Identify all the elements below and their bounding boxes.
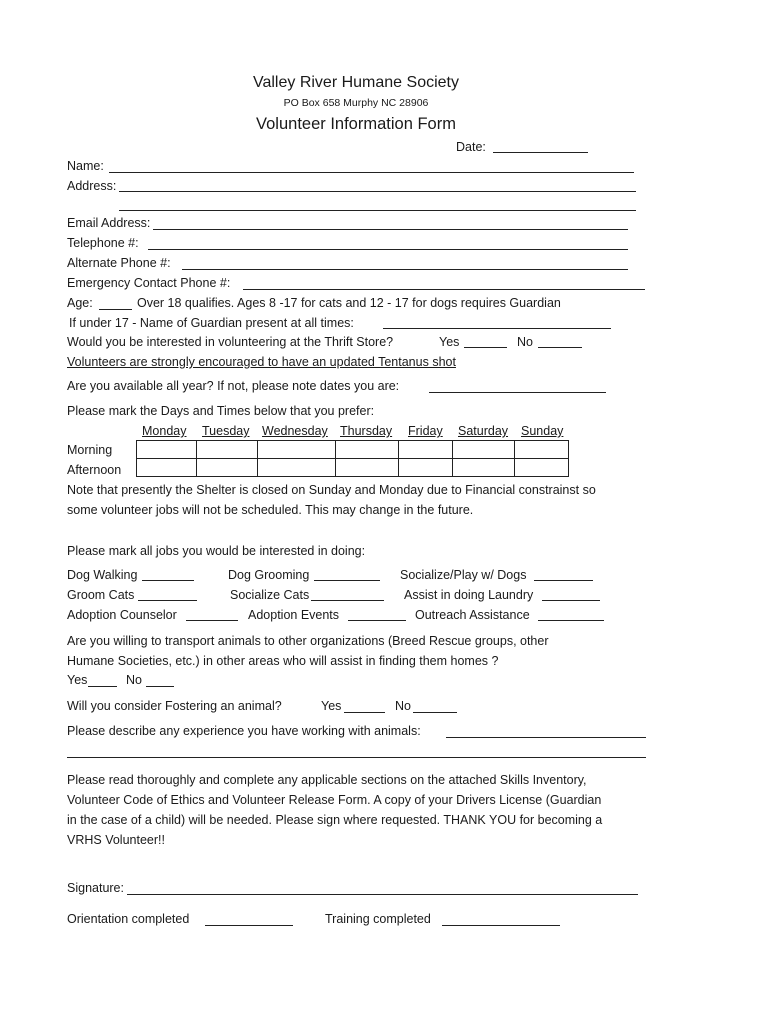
alternate-phone-label: Alternate Phone #:	[67, 256, 171, 270]
orientation-label: Orientation completed	[67, 912, 190, 926]
signature-label: Signature:	[67, 881, 124, 895]
schedule-row-morning	[137, 441, 569, 459]
job-laundry-label: Assist in doing Laundry	[404, 588, 534, 602]
guardian-label: If under 17 - Name of Guardian present at all times:	[69, 316, 354, 330]
morning-saturday-cell[interactable]	[453, 441, 515, 459]
thrift-no-field[interactable]	[538, 347, 582, 348]
morning-wednesday-cell[interactable]	[258, 441, 336, 459]
fostering-no-field[interactable]	[413, 712, 457, 713]
thrift-store-question: Would you be interested in volunteering at the Thrift Store?	[67, 335, 394, 349]
job-adoption-counselor-field[interactable]	[186, 620, 238, 621]
address-label: Address:	[67, 179, 117, 193]
schedule-grid	[136, 440, 569, 477]
schedule-instruction: Please mark the Days and Times below that you prefer:	[67, 404, 375, 418]
fostering-no-label: No	[395, 699, 411, 713]
transport-question-line2: Humane Societies, etc.) in other areas who will assist in finding them homes ?	[67, 654, 499, 668]
closing-paragraph-line3: in the case of a child) will be needed. Please sign where requested. THANK YOU for becoming a	[67, 813, 603, 827]
address-field-line2[interactable]	[119, 210, 636, 211]
thrift-yes-label: Yes	[439, 335, 460, 349]
day-header-tuesday: Tuesday	[202, 424, 250, 438]
job-socialize-cats-field[interactable]	[311, 600, 384, 601]
job-outreach-field[interactable]	[538, 620, 604, 621]
fostering-question: Will you consider Fostering an animal?	[67, 699, 282, 713]
email-field[interactable]	[153, 229, 628, 230]
morning-tuesday-cell[interactable]	[197, 441, 258, 459]
day-header-wednesday: Wednesday	[262, 424, 328, 438]
job-adoption-counselor-label: Adoption Counselor	[67, 608, 177, 622]
morning-thursday-cell[interactable]	[336, 441, 399, 459]
afternoon-friday-cell[interactable]	[399, 459, 453, 477]
name-field[interactable]	[109, 172, 634, 173]
morning-friday-cell[interactable]	[399, 441, 453, 459]
closing-paragraph-line1: Please read thoroughly and complete any applicable sections on the attached Skills Inventory,	[67, 773, 587, 787]
thrift-no-label: No	[517, 335, 533, 349]
row-label-afternoon: Afternoon	[67, 463, 122, 477]
schedule-row-afternoon	[137, 459, 569, 477]
afternoon-thursday-cell[interactable]	[336, 459, 399, 477]
job-socialize-dogs-label: Socialize/Play w/ Dogs	[400, 568, 527, 582]
morning-monday-cell[interactable]	[137, 441, 197, 459]
fostering-yes-label: Yes	[321, 699, 342, 713]
afternoon-saturday-cell[interactable]	[453, 459, 515, 477]
job-adoption-events-label: Adoption Events	[248, 608, 340, 622]
date-label: Date:	[456, 140, 486, 154]
job-dog-grooming-field[interactable]	[314, 580, 380, 581]
form-title: Volunteer Information Form	[256, 115, 456, 133]
alternate-phone-field[interactable]	[182, 269, 628, 270]
afternoon-wednesday-cell[interactable]	[258, 459, 336, 477]
telephone-field[interactable]	[148, 249, 628, 250]
day-header-thursday: Thursday	[340, 424, 393, 438]
job-dog-grooming-label: Dog Grooming	[228, 568, 310, 582]
closure-note-line1: Note that presently the Shelter is closed on Sunday and Monday due to Financial constrainst so	[67, 483, 596, 497]
afternoon-monday-cell[interactable]	[137, 459, 197, 477]
job-dog-walking-label: Dog Walking	[67, 568, 138, 582]
closing-paragraph-line2: Volunteer Code of Ethics and Volunteer Release Form. A copy of your Drivers License (Guardian	[67, 793, 602, 807]
closure-note-line2: some volunteer jobs will not be scheduled. This may change in the future.	[67, 503, 474, 517]
transport-yes-field[interactable]	[88, 686, 117, 687]
experience-field-line1[interactable]	[446, 737, 646, 738]
jobs-instruction: Please mark all jobs you would be interested in doing:	[67, 544, 366, 558]
transport-question-line1: Are you willing to transport animals to other organizations (Breed Rescue groups, other	[67, 634, 549, 648]
thrift-yes-field[interactable]	[464, 347, 507, 348]
transport-no-label: No	[126, 673, 142, 687]
age-label: Age:	[67, 296, 93, 310]
date-field[interactable]	[493, 152, 588, 153]
orientation-field[interactable]	[205, 925, 293, 926]
training-field[interactable]	[442, 925, 560, 926]
transport-yes-label: Yes	[67, 673, 88, 687]
organization-address: PO Box 658 Murphy NC 28906	[283, 97, 429, 109]
job-groom-cats-field[interactable]	[138, 600, 197, 601]
tetanus-note: Volunteers are strongly encouraged to have an updated Tentanus shot	[67, 355, 456, 369]
email-label: Email Address:	[67, 216, 151, 230]
experience-field-line2[interactable]	[67, 757, 646, 758]
day-header-monday: Monday	[142, 424, 187, 438]
job-groom-cats-label: Groom Cats	[67, 588, 135, 602]
job-outreach-label: Outreach Assistance	[415, 608, 530, 622]
availability-question: Are you available all year? If not, please note dates you are:	[67, 379, 400, 393]
job-socialize-cats-label: Socialize Cats	[230, 588, 310, 602]
training-label: Training completed	[325, 912, 431, 926]
job-laundry-field[interactable]	[542, 600, 600, 601]
job-dog-walking-field[interactable]	[142, 580, 194, 581]
day-header-sunday: Sunday	[521, 424, 564, 438]
morning-sunday-cell[interactable]	[515, 441, 569, 459]
age-requirement-note: Over 18 qualifies. Ages 8 -17 for cats and 12 - 17 for dogs requires Guardian	[137, 296, 561, 310]
signature-field[interactable]	[127, 894, 638, 895]
day-header-friday: Friday	[408, 424, 443, 438]
experience-question: Please describe any experience you have working with animals:	[67, 724, 421, 738]
availability-field[interactable]	[429, 392, 606, 393]
emergency-phone-label: Emergency Contact Phone #:	[67, 276, 231, 290]
afternoon-tuesday-cell[interactable]	[197, 459, 258, 477]
emergency-phone-field[interactable]	[243, 289, 645, 290]
guardian-field[interactable]	[383, 328, 611, 329]
fostering-yes-field[interactable]	[344, 712, 385, 713]
row-label-morning: Morning	[67, 443, 113, 457]
afternoon-sunday-cell[interactable]	[515, 459, 569, 477]
telephone-label: Telephone #:	[67, 236, 139, 250]
address-field-line1[interactable]	[119, 191, 636, 192]
name-label: Name:	[67, 159, 104, 173]
closing-paragraph-line4: VRHS Volunteer!!	[67, 833, 165, 847]
transport-no-field[interactable]	[146, 686, 174, 687]
age-field[interactable]	[99, 309, 132, 310]
day-header-saturday: Saturday	[458, 424, 509, 438]
organization-name: Valley River Humane Society	[252, 74, 459, 91]
job-adoption-events-field[interactable]	[348, 620, 406, 621]
job-socialize-dogs-field[interactable]	[534, 580, 593, 581]
